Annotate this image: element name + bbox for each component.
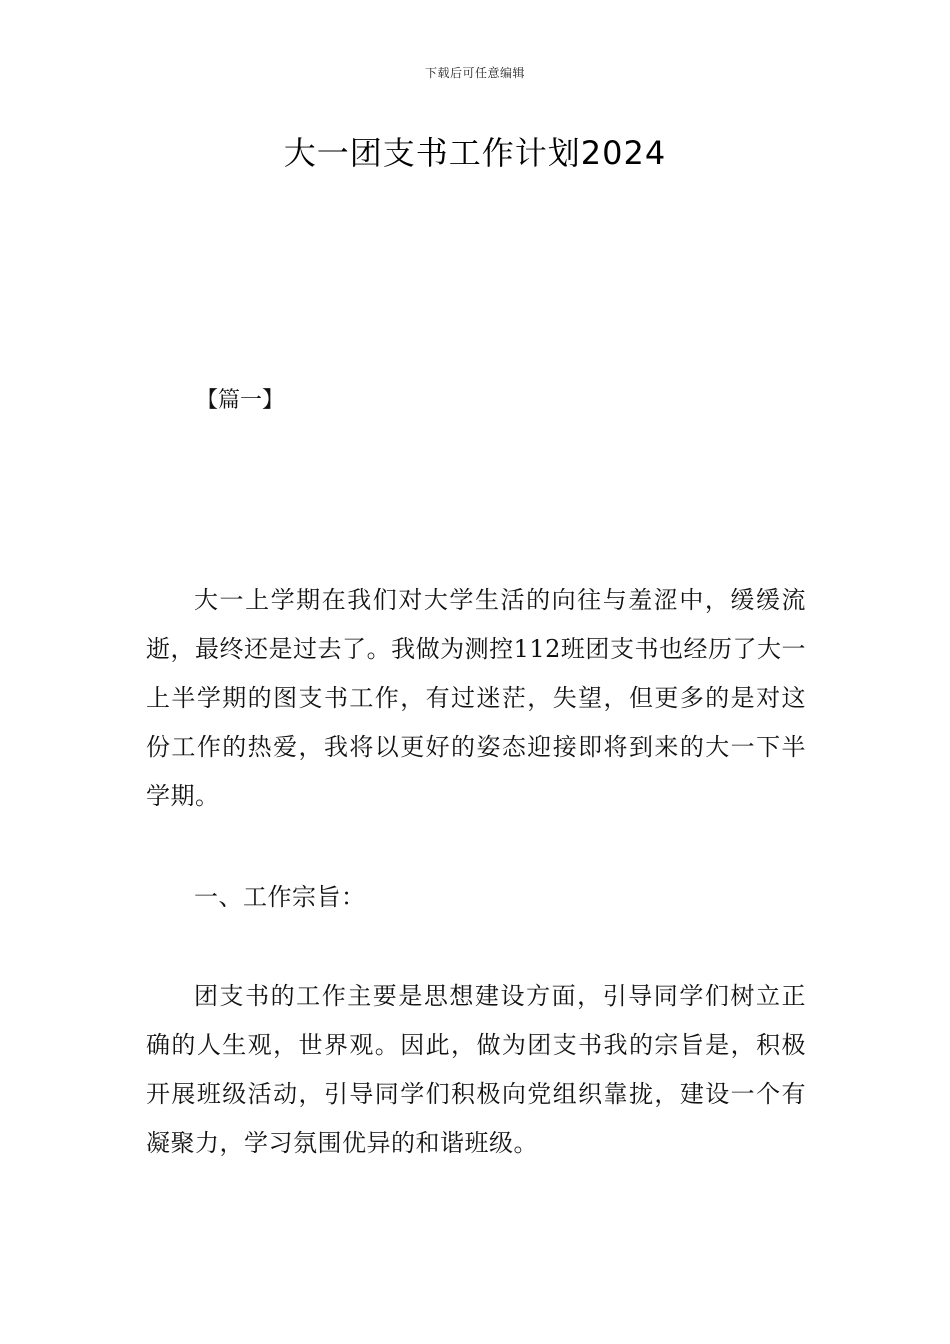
download-note: 下载后可任意编辑 xyxy=(424,66,525,80)
section-marker: 【篇一】 xyxy=(196,388,285,413)
purpose-paragraph: 团支书的工作主要是思想建设方面，引导同学们树立正确的人生观，世界观。因此，做为团支书我的宗旨是，积极开展班级活动，引导同学们积极向党组织靠拢，建设一个有凝聚力，学习氛围优异的和谐班级。 xyxy=(146,982,806,1157)
intro-paragraph: 大一上学期在我们对大学生活的向往与羞涩中，缓缓流逝，最终还是过去了。我做为测控112班团支书也经历了大一上半学期的图支书工作，有过迷茫，失望，但更多的是对这份工作的热爱，我将以更好的姿态迎接即将到来的大一下半学期。 xyxy=(146,586,806,810)
document-title: 大一团支书工作计划2024 xyxy=(283,134,667,172)
section-heading-purpose: 一、工作宗旨： xyxy=(194,883,366,911)
